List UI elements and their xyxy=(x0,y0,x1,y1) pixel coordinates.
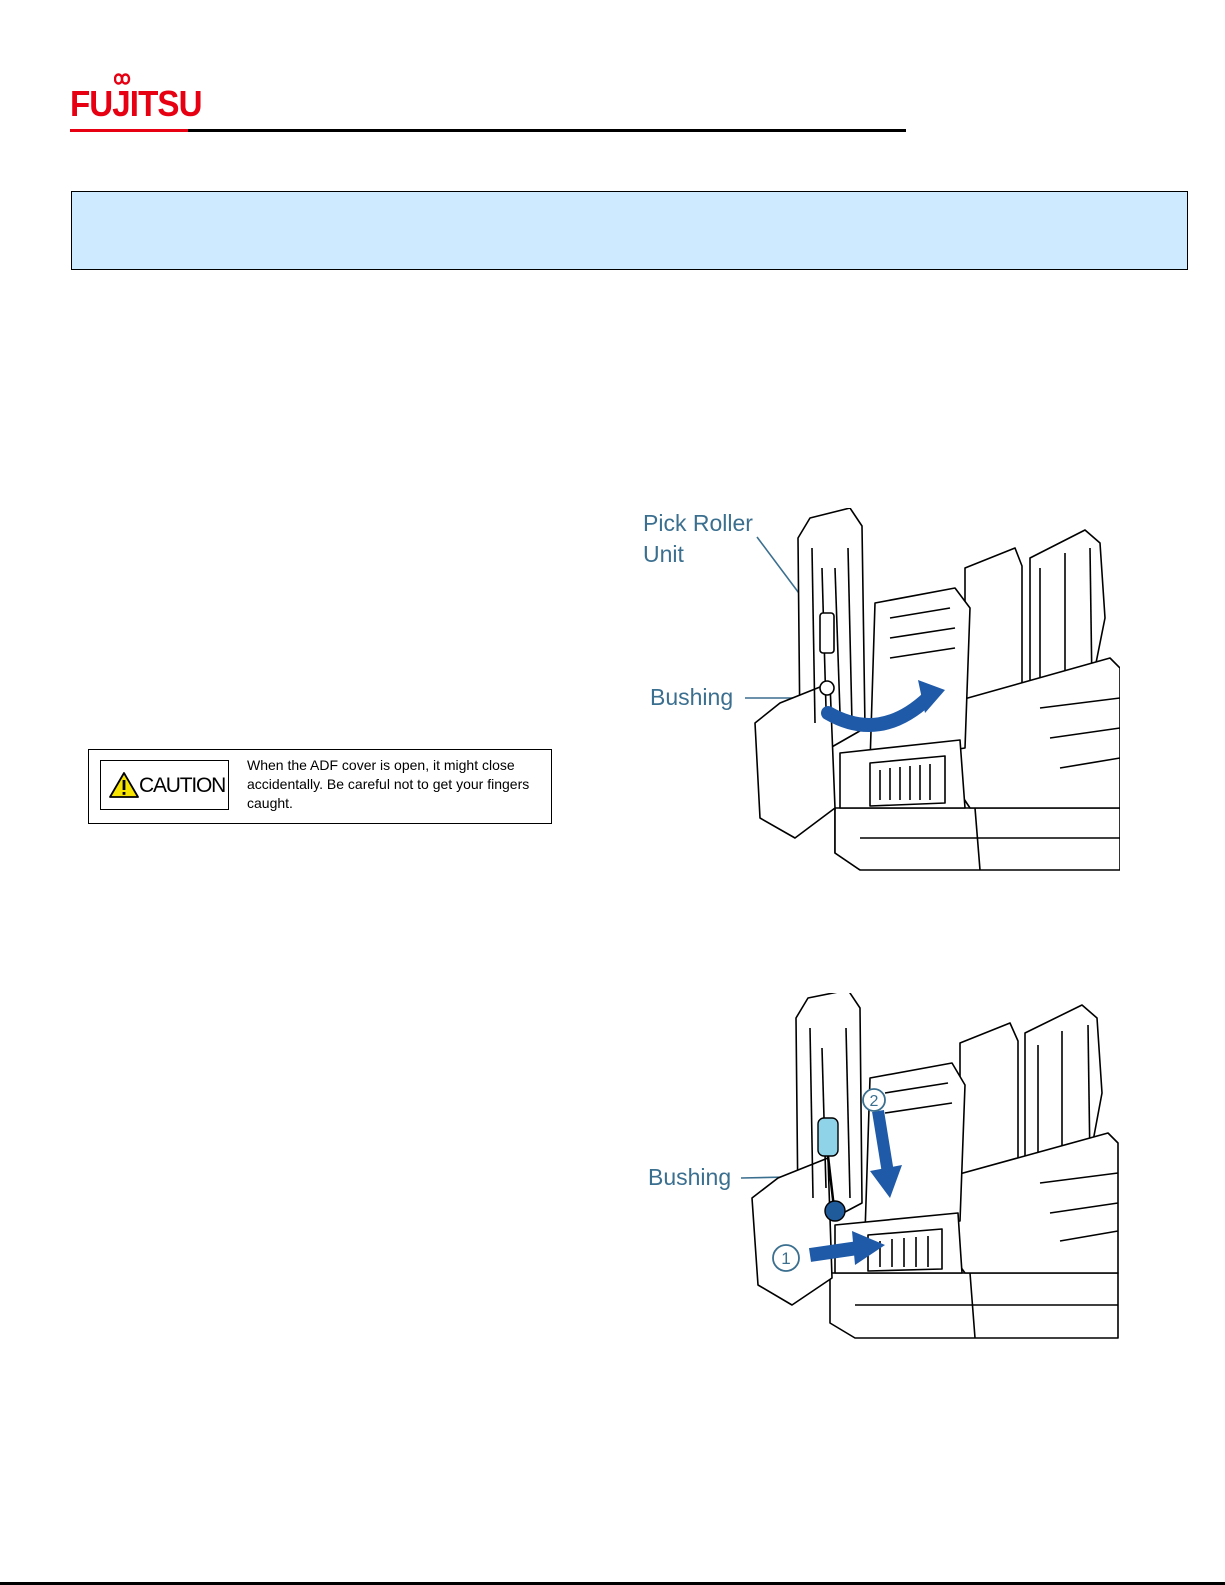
caution-label: CAUTION xyxy=(139,774,226,797)
step-1-number: 1 xyxy=(781,1249,791,1268)
label-pick-roller-unit: Pick Roller Unit xyxy=(643,510,753,567)
label-bushing-figure1: Bushing xyxy=(650,684,734,710)
scanner-figure-open-cover xyxy=(740,508,1120,878)
scanner-figure-remove-roller xyxy=(740,993,1120,1348)
logo-wordmark: FUJITSU xyxy=(70,83,202,124)
label-bushing-figure2: Bushing xyxy=(648,1164,732,1190)
caution-message: When the ADF cover is open, it might close accidentally. Be careful not to get your fingers caught. xyxy=(247,757,530,811)
step-2-number: 2 xyxy=(869,1093,879,1110)
